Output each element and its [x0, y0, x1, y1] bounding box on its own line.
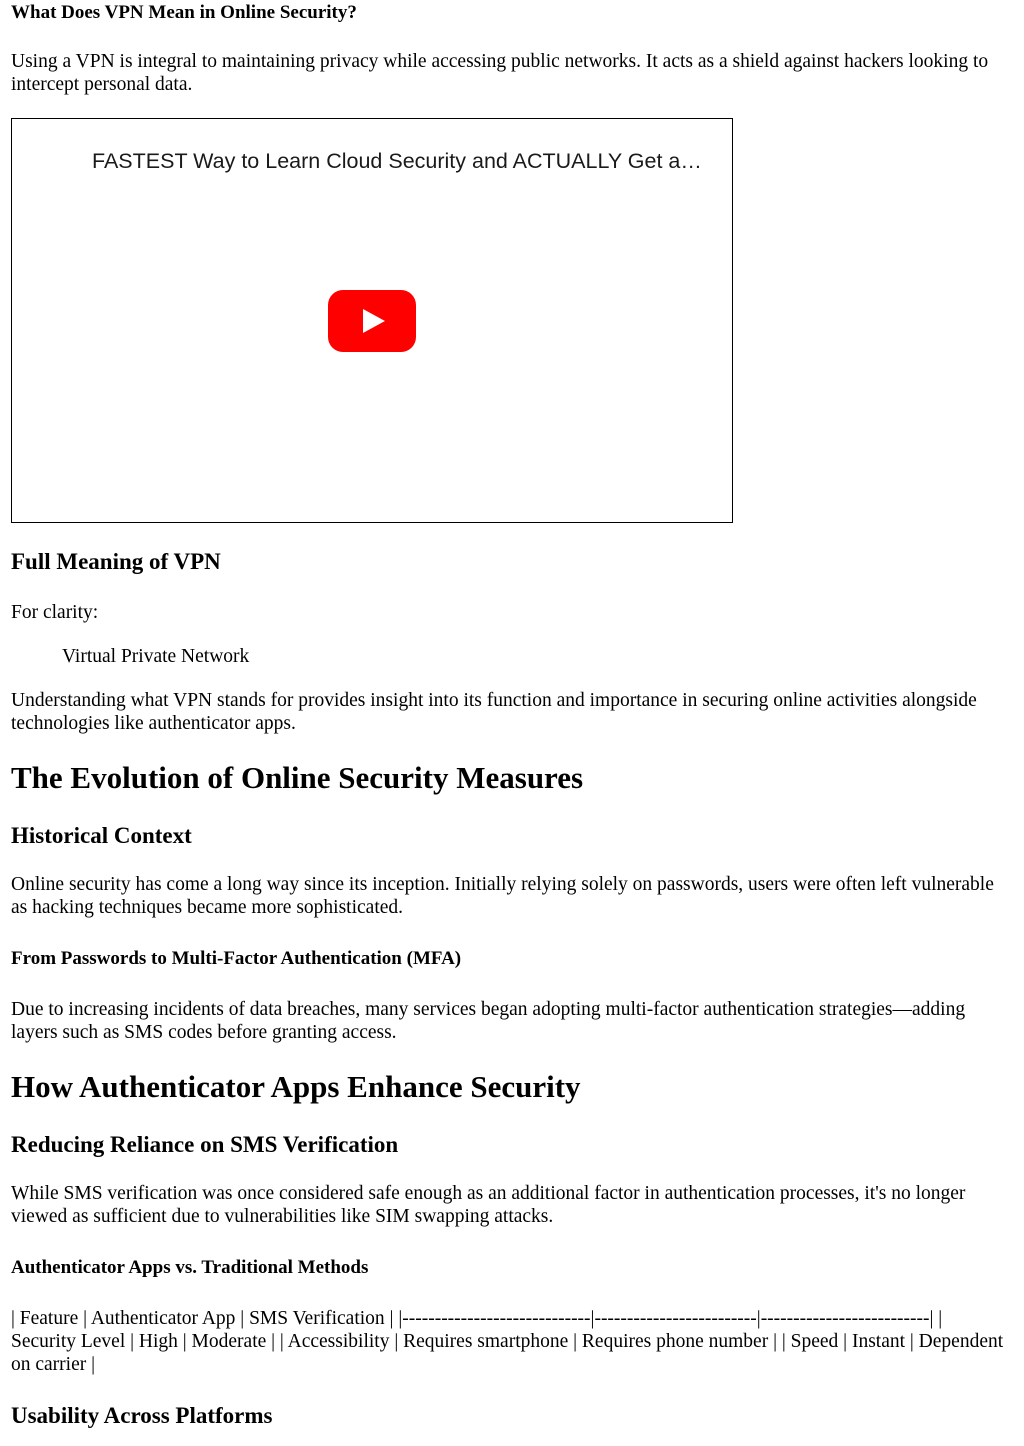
subheading-reducing-sms-reliance: Reducing Reliance on SMS Verification: [11, 1132, 399, 1157]
paragraph-historical-context: Online security has come a long way since its inception. Initially relying solely on passwords, users were often left vulnerable as hacking techniques became more sophisticated.: [11, 874, 994, 918]
paragraph-mfa: Due to increasing incidents of data breaches, many services began adopting multi-factor authentication strategies—adding layers such as SMS codes before granting access.: [11, 999, 966, 1043]
paragraph-sms-verification: While SMS verification was once considered safe enough as an additional factor in authentication processes, it's no longer viewed as sufficient due to vulnerabilities like SIM swapping attacks.: [11, 1183, 966, 1227]
blockquote-vpn-expansion: Virtual Private Network: [62, 646, 250, 667]
youtube-play-icon[interactable]: [328, 290, 416, 352]
subheading-usability: Usability Across Platforms: [11, 1403, 273, 1428]
subheading-apps-vs-traditional: Authenticator Apps vs. Traditional Methods: [11, 1257, 369, 1278]
section-heading-full-meaning: Full Meaning of VPN: [11, 549, 221, 574]
section-heading-authenticator-apps: How Authenticator Apps Enhance Security: [11, 1069, 581, 1104]
comparison-table-text: | Feature | Authenticator App | SMS Verification | |-----------------------------|-------------------------|--------------------------| | Security Level | High | Moderate | | Accessibility | Requires smartphone | Requires phone number | | Speed | Instant | Dependent on carrier |: [11, 1308, 1004, 1375]
video-title[interactable]: FASTEST Way to Learn Cloud Security and ACTUALLY Get a…: [92, 149, 702, 173]
section-heading-evolution: The Evolution of Online Security Measures: [11, 760, 584, 795]
paragraph-for-clarity: For clarity:: [11, 602, 99, 623]
youtube-video-embed[interactable]: [11, 118, 733, 523]
subheading-passwords-to-mfa: From Passwords to Multi-Factor Authentication (MFA): [11, 948, 462, 969]
paragraph-vpn-intro: Using a VPN is integral to maintaining privacy while accessing public networks. It acts as a shield against hackers looking to intercept personal data.: [11, 51, 989, 95]
paragraph-vpn-understanding: Understanding what VPN stands for provides insight into its function and importance in securing online activities alongside technologies like authenticator apps.: [11, 690, 977, 734]
section-heading-vpn-meaning: What Does VPN Mean in Online Security?: [11, 2, 357, 23]
subheading-historical-context: Historical Context: [11, 823, 192, 848]
